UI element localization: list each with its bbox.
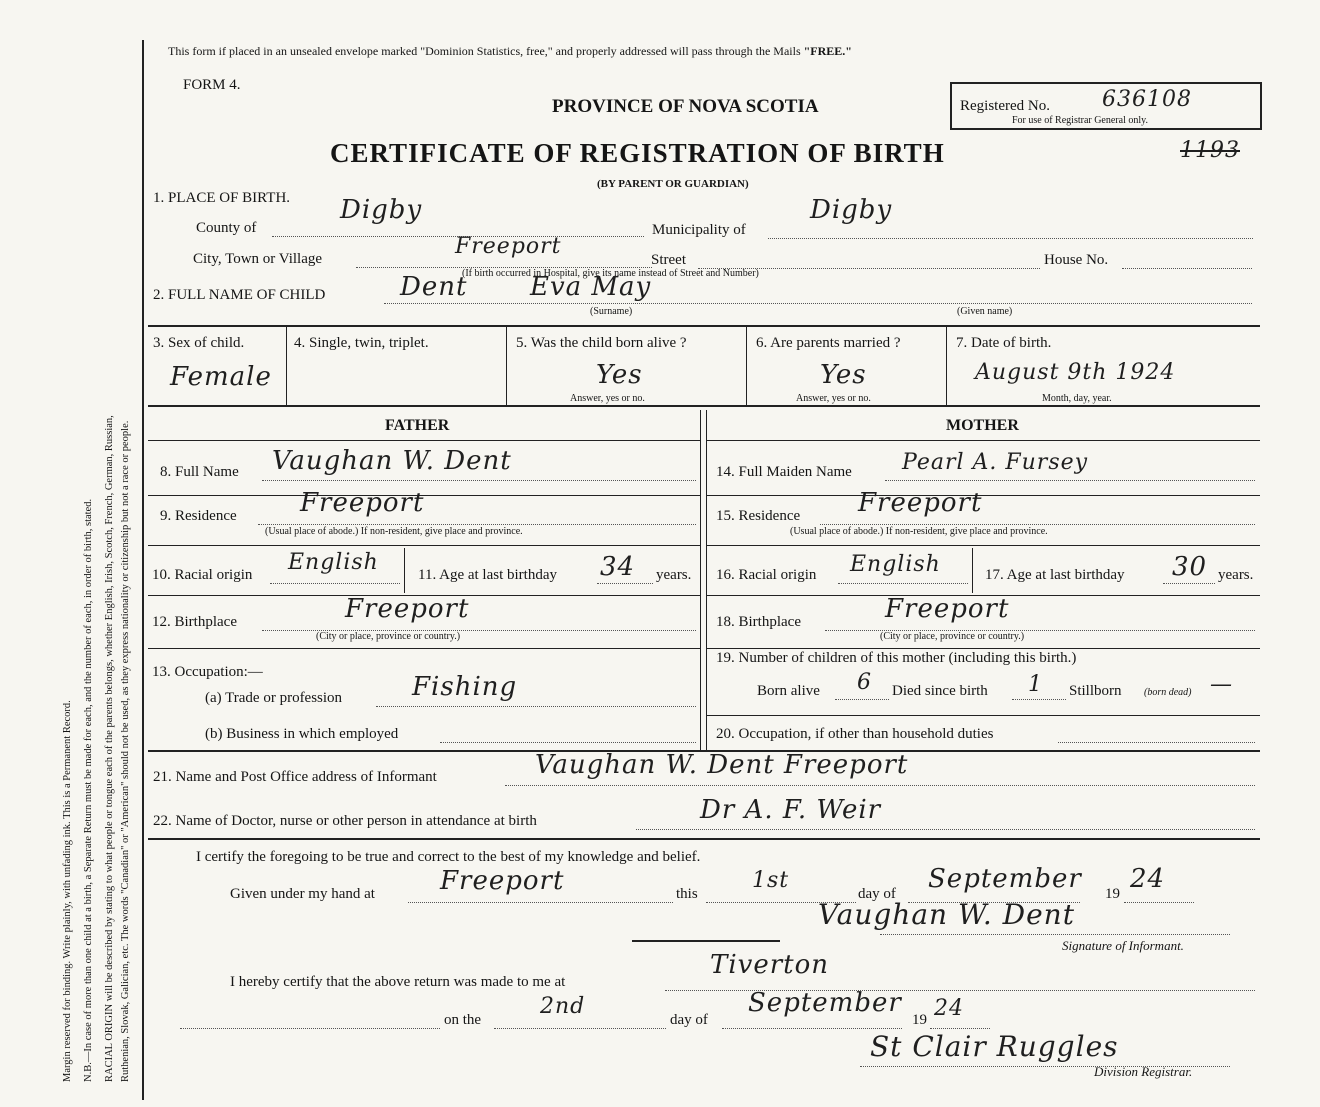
county-label: County of: [196, 220, 257, 236]
this-label: this: [676, 886, 698, 902]
father-birthplace-label: 12. Birthplace: [152, 614, 237, 630]
place-heading: 1. PLACE OF BIRTH.: [153, 190, 291, 206]
mother-age-label: 17. Age at last birthday: [985, 567, 1125, 583]
stillborn-value: —: [1210, 672, 1233, 697]
mother-children-label: 19. Number of children of this mother (including this birth.): [716, 650, 1077, 666]
hospital-note: (If birth occurred in Hospital, give its name instead of Street and Number): [462, 268, 759, 279]
registrar-signature-label: Division Registrar.: [1094, 1064, 1193, 1079]
father-age-value: 34: [600, 552, 636, 582]
father-name-label: 8. Full Name: [160, 464, 239, 480]
certify-statement: I certify the foregoing to be true and correct to the best of my knowledge and belief.: [196, 849, 701, 865]
stillborn-note: (born dead): [1144, 687, 1192, 698]
mother-name-label: 14. Full Maiden Name: [716, 464, 852, 480]
alive-label: 5. Was the child born alive ?: [516, 335, 687, 351]
child-name-label: 2. FULL NAME OF CHILD: [153, 287, 326, 303]
doctor-value: Dr A. F. Weir: [700, 795, 882, 825]
form-number: FORM 4.: [183, 77, 241, 93]
margin-rule: [142, 40, 144, 1100]
mother-racial-value: English: [850, 552, 941, 577]
father-name-value: Vaughan W. Dent: [272, 446, 512, 476]
informant-label: 21. Name and Post Office address of Informant: [153, 769, 437, 785]
mother-residence-value: Freeport: [858, 488, 983, 518]
business-label: (b) Business in which employed: [205, 726, 399, 742]
street-label: Street: [651, 252, 686, 268]
sex-label: 3. Sex of child.: [153, 335, 245, 351]
registered-number-box: [950, 82, 1262, 130]
page-subtitle: (BY PARENT OR GUARDIAN): [597, 178, 749, 190]
municipality-label: Municipality of: [652, 222, 746, 238]
child-surname: Dent: [400, 272, 468, 302]
registrar-statement: I hereby certify that the above return was made to me at: [230, 974, 566, 990]
mother-name-value: Pearl A. Fursey: [902, 450, 1089, 475]
married-value: Yes: [820, 360, 867, 390]
registrar-day-value: 2nd: [540, 994, 586, 1019]
registered-label: Registered No.: [960, 98, 1050, 114]
municipality-value: Digby: [810, 195, 893, 225]
doctor-label: 22. Name of Doctor, nurse or other person in attendance at birth: [153, 813, 537, 829]
born-alive-value: 6: [857, 670, 872, 695]
corner-mark: 1193: [1180, 138, 1240, 163]
page-title: CERTIFICATE OF REGISTRATION OF BIRTH: [330, 138, 945, 168]
certify-year-value: 24: [1130, 864, 1166, 894]
father-birthplace-note: (City or place, province or country.): [316, 631, 461, 642]
father-residence-value: Freeport: [300, 488, 425, 518]
mother-birthplace-note: (City or place, province or country.): [880, 631, 1025, 642]
city-label: City, Town or Village: [193, 251, 323, 267]
father-racial-label: 10. Racial origin: [152, 567, 253, 583]
mother-occupation-label: 20. Occupation, if other than household duties: [716, 726, 994, 742]
father-years: years.: [656, 567, 692, 583]
died-label: Died since birth: [892, 683, 988, 699]
county-value: Digby: [340, 195, 423, 225]
informant-signature: Vaughan W. Dent: [818, 898, 1075, 931]
registrar-signature: St Clair Ruggles: [870, 1030, 1119, 1063]
margin-note-racial-origin-cont: Ruthenian, Slovak, Galician, etc. The words "Canadian" or "American" should not be used, as they express nationality or citizenship but not a race or people.: [120, 420, 131, 1082]
mother-heading: MOTHER: [946, 417, 1019, 434]
mother-birthplace-value: Freeport: [885, 594, 1010, 624]
informant-value: Vaughan W. Dent Freeport: [535, 750, 909, 780]
alive-value: Yes: [596, 360, 643, 390]
married-label: 6. Are parents married ?: [756, 335, 901, 351]
registered-value: 636108: [1102, 87, 1192, 112]
city-value: Freeport: [455, 234, 562, 259]
province-heading: PROVINCE OF NOVA SCOTIA: [552, 96, 819, 117]
trade-value: Fishing: [412, 672, 518, 702]
given-place-value: Freeport: [440, 866, 565, 896]
mother-birthplace-label: 18. Birthplace: [716, 614, 801, 630]
margin-note-racial-origin: RACIAL ORIGIN will be described by stating to what people or tongue each of the parents belongs, whether English, Irish, Scotch, French, German, Russian,: [104, 415, 115, 1082]
mother-age-value: 30: [1172, 552, 1208, 582]
dob-label: 7. Date of birth.: [956, 335, 1052, 351]
registrar-on-label: on the: [444, 1012, 482, 1028]
father-birthplace-value: Freeport: [345, 594, 470, 624]
margin-note-multiple-births: N.B.—In case of more than one child at a birth, a Separate Return must be made for each, and the number of each, in order of birth, stated.: [83, 498, 94, 1082]
registrar-year-value: 24: [934, 996, 964, 1021]
father-residence-label: 9. Residence: [160, 508, 237, 524]
certify-month-value: September: [928, 864, 1082, 894]
father-occupation-label: 13. Occupation:—: [152, 664, 263, 680]
child-given-name: Eva May: [530, 272, 652, 302]
mother-racial-label: 16. Racial origin: [716, 567, 817, 583]
plurality-label: 4. Single, twin, triplet.: [294, 335, 429, 351]
mother-years: years.: [1218, 567, 1254, 583]
registrar-year-prefix: 19: [912, 1012, 927, 1028]
married-answer-note: Answer, yes or no.: [796, 393, 871, 404]
registrar-place-value: Tiverton: [710, 950, 830, 980]
given-under-label: Given under my hand at: [230, 886, 375, 902]
certify-day-value: 1st: [752, 868, 790, 893]
died-value: 1: [1028, 672, 1043, 697]
mother-residence-note: (Usual place of abode.) If non-resident, give place and province.: [790, 526, 1048, 537]
sex-value: Female: [170, 362, 272, 392]
registrar-note: For use of Registrar General only.: [1012, 115, 1148, 126]
dob-note: Month, day, year.: [1042, 393, 1112, 404]
registrar-day-of-label: day of: [670, 1012, 708, 1028]
father-residence-note: (Usual place of abode.) If non-resident, give place and province.: [265, 526, 523, 537]
mother-residence-label: 15. Residence: [716, 508, 801, 524]
father-heading: FATHER: [385, 417, 450, 434]
registrar-month-value: September: [748, 988, 902, 1018]
stillborn-label: Stillborn: [1069, 683, 1122, 699]
certify-day-of-label: day of: [858, 886, 896, 902]
dob-value: August 9th 1924: [975, 360, 1176, 385]
trade-label: (a) Trade or profession: [205, 690, 343, 706]
born-alive-label: Born alive: [757, 683, 820, 699]
alive-answer-note: Answer, yes or no.: [570, 393, 645, 404]
father-racial-value: English: [288, 550, 379, 575]
house-label: House No.: [1044, 252, 1109, 268]
margin-note-binding: Margin reserved for binding. Write plainly, with unfading ink. This is a Permanent Record.: [62, 700, 73, 1082]
certify-year-prefix: 19: [1105, 886, 1120, 902]
informant-signature-label: Signature of Informant.: [1062, 938, 1184, 953]
mail-notice: This form if placed in an unsealed envelope marked "Dominion Statistics, free," and properly addressed will pass through the Mails "FREE.": [168, 44, 852, 58]
surname-note: (Surname): [590, 306, 633, 317]
given-name-note: (Given name): [957, 306, 1013, 317]
father-age-label: 11. Age at last birthday: [418, 567, 557, 583]
